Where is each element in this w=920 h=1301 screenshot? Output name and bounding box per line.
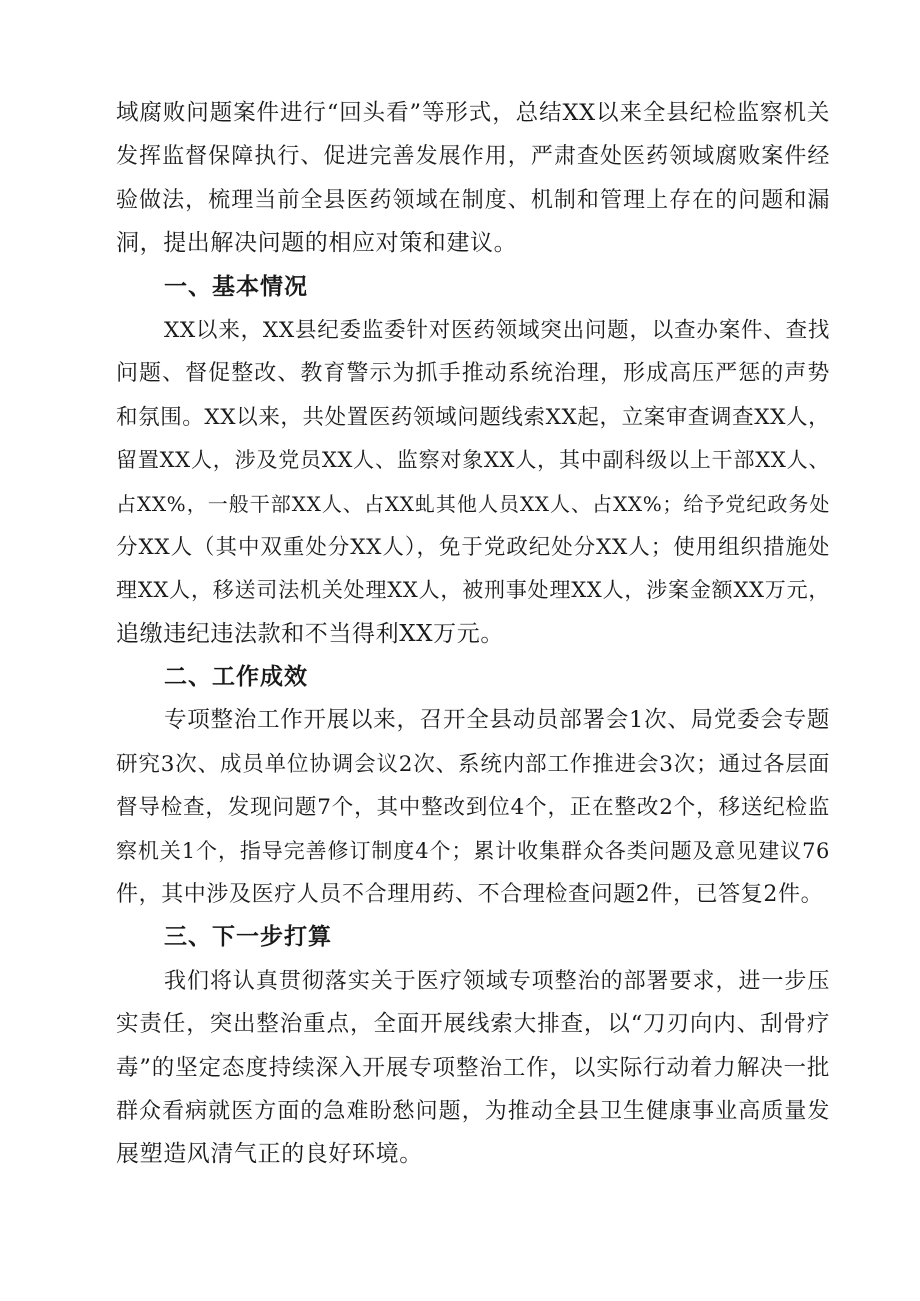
text-line: 展塑造风清气正的良好环境。 — [116, 1141, 423, 1168]
section-heading-results: 二、工作成效 — [164, 664, 308, 691]
text-line: 分XX人（其中双重处分XX人），免于党政纪处分XX人；使用组织措施处 — [116, 534, 830, 560]
text-line: 理XX人，移送司法机关处理XX人，被刑事处理XX人，涉案金额XX万元， — [116, 578, 830, 603]
section3-paragraph — [116, 960, 830, 1177]
text-line: 问题、督促整改、教育警示为抓手推动系统治理，形成高压严惩的声势 — [116, 361, 830, 387]
text-line: 洞，提出解决问题的相应对策和建议。 — [116, 230, 518, 257]
text-line: 专项整治工作开展以来，召开全县动员部署会1次、局党委会专题 — [164, 707, 830, 734]
text-line: 毒”的坚定态度持续深入开展专项整治工作，以实际行动着力解决一批 — [116, 1054, 830, 1081]
text-line: 留置XX人，涉及党员XX人、监察对象XX人，其中副科级以上干部XX人、 — [116, 448, 830, 473]
text-line: 察机关1个，指导完善修订制度4个；累计收集群众各类问题及意见建议76 — [116, 838, 830, 863]
text-line: 发挥监督保障执行、促进完善发展作用，严肃查处医药领域腐败案件经 — [116, 144, 830, 170]
section1-paragraph — [116, 309, 830, 656]
text-line: 我们将认真贯彻落实关于医疗领域专项整治的部署要求，进一步压 — [164, 968, 830, 994]
text-line: 研究3次、成员单位协调会议2次、系统内部工作推进会3次；通过各层面 — [116, 751, 830, 777]
section-heading-basic: 一、基本情况 — [164, 273, 308, 300]
text-line: 占XX%，一般干部XX人、占XX虬其他人员XX人、占XX%；给予党纪政务处 — [116, 491, 830, 516]
text-line: 域腐败问题案件进行“回头看”等形式，总结XX以来全县纪检监察机关 — [116, 100, 830, 126]
text-line: 实责任，突出整治重点，全面开展线索大排查，以“刀刃向内、刮骨疗 — [116, 1011, 830, 1038]
text-line: 验做法，梳理当前全县医药领域在制度、机制和管理上存在的问题和漏 — [116, 187, 830, 213]
intro-paragraph — [116, 92, 830, 266]
document-page — [116, 92, 830, 1177]
text-line: 追缴违纪违法款和不当得利XX万元。 — [116, 620, 504, 647]
text-line: 督导检查，发现问题7个，其中整改到位4个，正在整改2个，移送纪检监 — [116, 795, 830, 821]
section-heading-next-steps: 三、下一步打算 — [164, 924, 332, 951]
text-line: 件，其中涉及医疗人员不合理用药、不合理检查问题2件，已答复2件。 — [116, 882, 824, 908]
section2-paragraph — [116, 699, 830, 916]
text-line: 和氛围。XX以来，共处置医药领域问题线索XX起，立案审查调查XX人， — [116, 404, 831, 430]
text-line: XX以来，XX县纪委监委针对医药领域突出问题，以查办案件、查找 — [164, 317, 830, 343]
text-line: 群众看病就医方面的急难盼愁问题，为推动全县卫生健康事业高质量发 — [116, 1098, 830, 1124]
